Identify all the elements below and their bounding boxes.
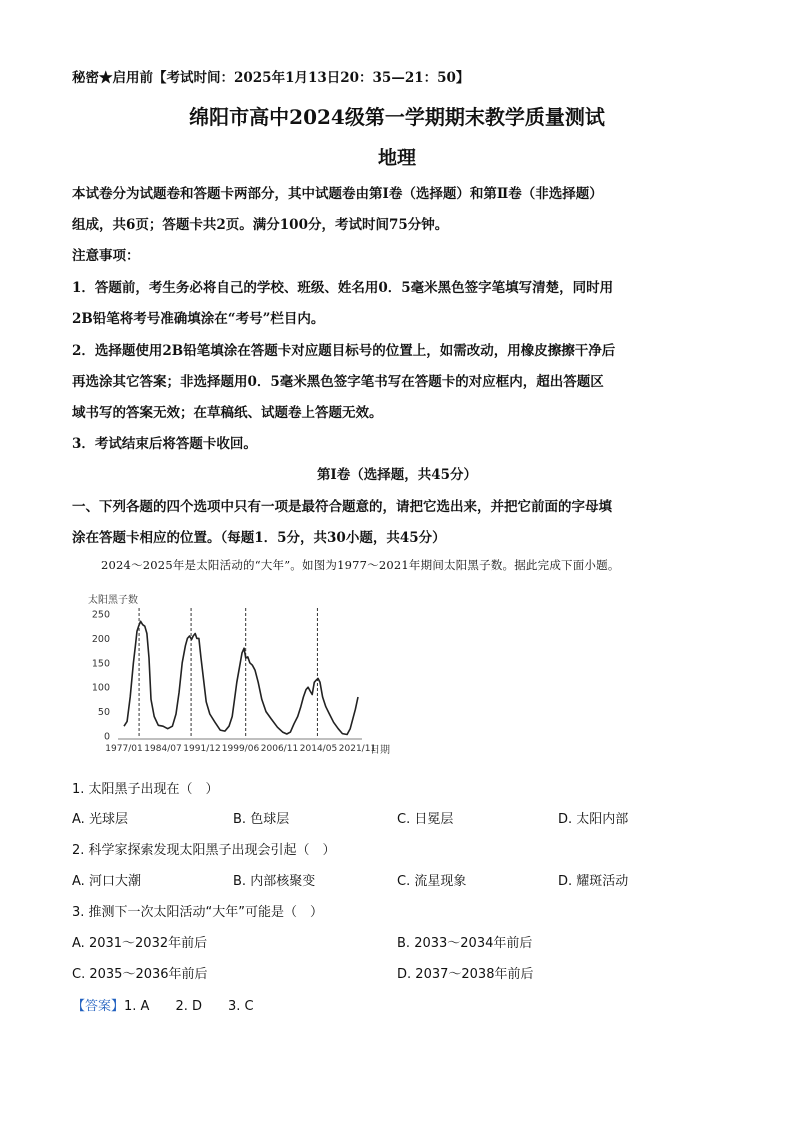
option-label: C. (72, 967, 86, 982)
answer-tag: 【答案】 (72, 999, 125, 1014)
answer-line (72, 995, 254, 1014)
section-1-title: 第Ⅰ卷（选择题，共45分） (316, 467, 478, 483)
question-3-option-a[interactable] (72, 932, 207, 951)
note-2-line-2: 再选涂其它答案；非选择题用0．5毫米黑色签字笔书写在答题卡的对应框内，超出答题区 (72, 374, 604, 390)
exam-title: 绵阳市高中2024级第一学期期末教学质量测试 (189, 105, 605, 129)
subject-title: 地理 (377, 147, 416, 169)
option-label: D. (558, 812, 573, 827)
sunspot-chart (72, 586, 412, 756)
option-text: 河口大潮 (88, 874, 141, 889)
y-tick-label: 150 (91, 658, 110, 670)
note-3: 3．考试结束后将答题卡收回。 (72, 436, 257, 452)
option-text: 太阳内部 (576, 812, 629, 827)
question-1-option-d[interactable] (558, 808, 628, 827)
question-2-option-a[interactable] (72, 870, 141, 889)
option-text: 日冕层 (414, 812, 454, 827)
answer-text: 1. A 2. D 3. C (124, 999, 254, 1014)
option-text: 色球层 (250, 812, 290, 827)
option-text: 2037～2038年前后 (415, 967, 534, 982)
option-label: B. (397, 936, 411, 951)
x-tick-label: 2006/11 (260, 744, 299, 754)
intro-line-1: 本试卷分为试题卷和答题卡两部分，其中试题卷由第Ⅰ卷（选择题）和第Ⅱ卷（非选择题） (72, 186, 603, 202)
question-1-option-a[interactable] (72, 808, 128, 827)
option-text: 光球层 (88, 812, 128, 827)
note-2-line-1: 2．选择题使用2B铅笔填涂在答题卡对应题目标号的位置上，如需改动，用橡皮擦擦干净后 (72, 343, 616, 359)
intro-line-2: 组成，共6页；答题卡共2页。满分100分，考试时间75分钟。 (72, 217, 449, 233)
note-1-line-2: 2B铅笔将考号准确填涂在“考号”栏目内。 (72, 311, 325, 327)
question-3-option-b[interactable] (397, 932, 532, 951)
option-text: 耀斑活动 (576, 874, 629, 889)
confidential-line: 秘密★启用前【考试时间：2025年1月13日20：35—21：50】 (72, 70, 470, 86)
x-tick-label: 2021/11 (338, 744, 377, 754)
option-label: D. (558, 874, 573, 889)
option-text: 2035～2036年前后 (89, 967, 208, 982)
question-1-option-b[interactable] (233, 808, 289, 827)
y-tick-label: 250 (91, 609, 110, 621)
question-2-option-c[interactable] (397, 870, 466, 889)
option-text: 2031～2032年前后 (88, 936, 208, 951)
question-2-option-b[interactable] (233, 870, 315, 889)
question-3-stem: 3. 推测下一次太阳活动“大年”可能是（ ） (72, 905, 324, 920)
notes-heading: 注意事项： (72, 248, 140, 264)
option-text: 流星现象 (414, 874, 467, 889)
option-label: A. (72, 936, 85, 951)
option-label: A. (72, 874, 85, 889)
x-tick-label: 1977/01 (105, 744, 143, 754)
question-1-option-c[interactable] (397, 808, 453, 827)
y-tick-label: 200 (91, 633, 110, 645)
option-label: B. (233, 874, 247, 889)
note-1-line-1: 1．答题前，考生务必将自己的学校、班级、姓名用0．5毫米黑色签字笔填写清楚，同时用 (72, 280, 614, 296)
x-axis-label: 日期 (370, 745, 390, 756)
passage-text: 2024～2025年是太阳活动的“大年”。如图为1977～2021年期间太阳黑子数。据此完成下面小题。 (101, 558, 620, 572)
sunspot-series-line (124, 621, 358, 734)
option-label: C. (397, 874, 411, 889)
question-2-option-d[interactable] (558, 870, 628, 889)
y-tick-label: 50 (97, 707, 110, 719)
note-2-line-3: 域书写的答案无效；在草稿纸、试题卷上答题无效。 (72, 405, 383, 421)
question-3-option-d[interactable] (397, 963, 533, 982)
question-3-option-c[interactable] (72, 963, 208, 982)
section-1-instruction-line-2: 涂在答题卡相应的位置。（每题1．5分，共30小题，共45分） (72, 530, 446, 546)
option-text: 2033～2034年前后 (414, 936, 533, 951)
x-tick-label: 1984/07 (144, 744, 182, 754)
option-text: 内部核聚变 (250, 874, 316, 889)
question-2-stem: 2. 科学家探索发现太阳黑子出现会引起（ ） (72, 843, 336, 858)
option-label: B. (233, 812, 247, 827)
option-label: A. (72, 812, 85, 827)
x-tick-label: 1999/06 (221, 744, 260, 754)
y-tick-label: 100 (91, 682, 110, 694)
y-axis-label: 太阳黑子数 (88, 595, 138, 606)
x-tick-label: 2014/05 (299, 744, 338, 754)
y-tick-label: 0 (103, 731, 110, 743)
option-label: D. (397, 967, 412, 982)
question-1-stem: 1. 太阳黑子出现在（ ） (72, 782, 219, 797)
option-label: C. (397, 812, 411, 827)
x-tick-label: 1991/12 (183, 744, 221, 754)
section-1-instruction-line-1: 一、下列各题的四个选项中只有一项是最符合题意的，请把它选出来，并把它前面的字母填 (72, 499, 612, 515)
